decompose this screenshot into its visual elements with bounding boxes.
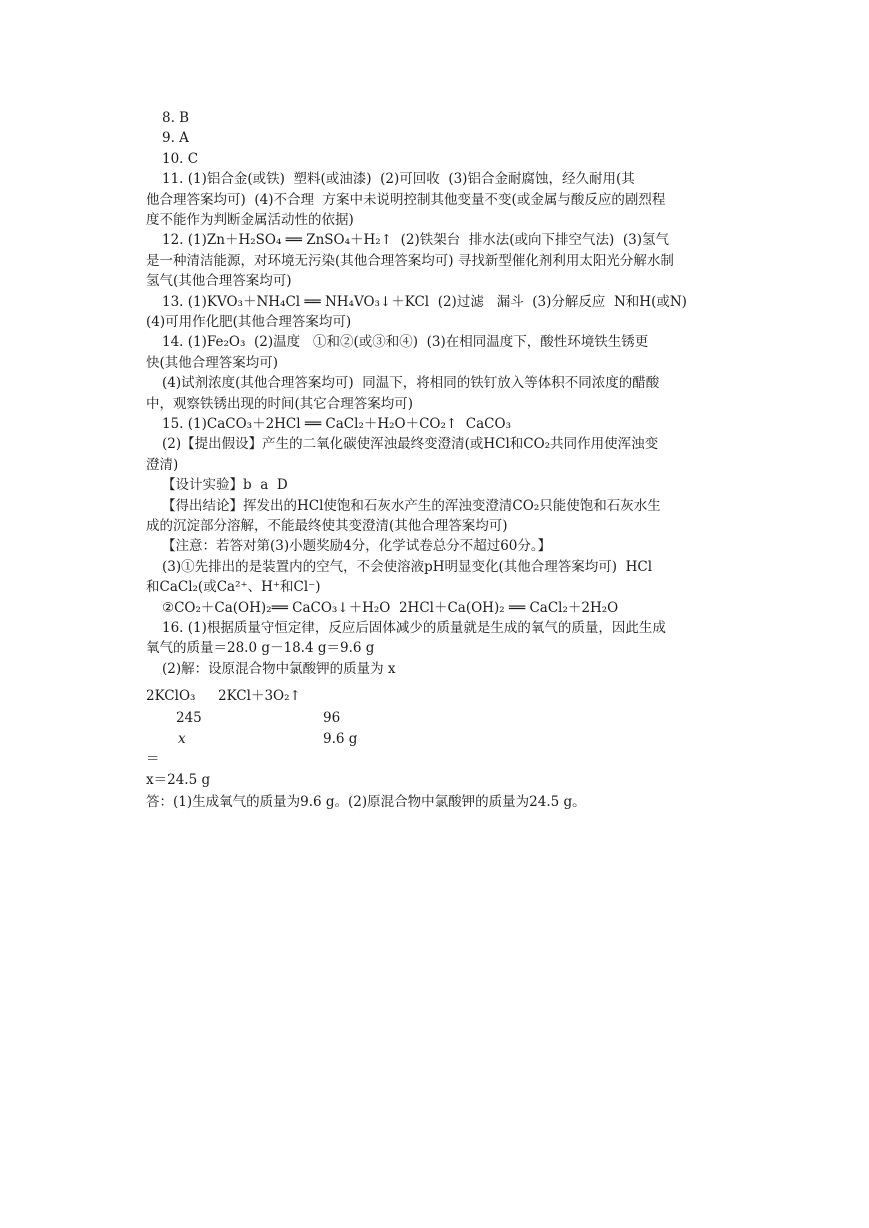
answer-line-text: 15. (1)CaCO₃＋2HCl ══ CaCl₂＋H₂O＋CO₂↑ CaCO₃	[162, 416, 511, 432]
mass-ratio-line	[0, 708, 869, 728]
final-answer-line	[0, 792, 869, 812]
answer-line-text: 成的沉淀部分溶解，不能最终使其变澄清(其他合理答案均可)	[146, 518, 508, 534]
answer-line-text: (2)【提出假设】产生的二氧化碳使浑浊最终变澄清(或HCl和CO₂共同作用使浑浊变	[162, 436, 659, 453]
answer-line-text: (3)①先排出的是装置内的空气，不会使溶液pH明显变化(其他合理答案均可) HCl	[162, 558, 653, 575]
answer-line-text: 氢气(其他合理答案均可)	[146, 273, 292, 290]
answer-line	[0, 128, 869, 148]
answer-line-text: (4)试剂浓度(其他合理答案均可) 同温下，将相同的铁钉放入等体积不同浓度的醋酸	[162, 375, 660, 392]
answer-line-text: 快(其他合理答案均可)	[146, 354, 279, 371]
answer-line	[0, 312, 869, 332]
answer-line-text: (4)可用作化肥(其他合理答案均可)	[146, 314, 352, 330]
answer-line	[0, 271, 869, 291]
answer-line	[0, 353, 869, 373]
answer-line-text: 是一种清洁能源，对环境无污染(其他合理答案均可) 寻找新型催化剂利用太阳光分解水制	[146, 252, 674, 269]
answer-line-text: 度不能作为判断金属活动性的依据)	[146, 212, 354, 228]
answer-line-text: 13. (1)KVO₃＋NH₄Cl ══ NH₄VO₃↓＋KCl (2)过滤 漏斗 (3)分解反应 N和H(或N)	[162, 293, 687, 310]
answer-line-text: 9. A	[162, 130, 189, 147]
answer-line	[0, 414, 869, 434]
result-text: x＝24.5 g	[146, 772, 211, 788]
answer-line	[0, 659, 869, 679]
answer-line	[0, 190, 869, 210]
equals-sign: ＝	[146, 751, 160, 767]
answer-line-text: 澄清)	[146, 456, 179, 473]
equation-right: 2KCl＋3O₂↑	[218, 688, 301, 704]
answer-line-text: 【注意：若答对第(3)小题奖励4分，化学试卷总分不超过60分。】	[162, 538, 552, 555]
answer-line	[0, 455, 869, 475]
answer-line	[0, 292, 869, 312]
answer-line	[0, 618, 869, 638]
answer-line	[0, 577, 869, 597]
equals-line	[0, 749, 869, 769]
answer-line	[0, 332, 869, 352]
answer-line-text: 【得出结论】挥发出的HCl使饱和石灰水产生的浑浊变澄清CO₂只能使饱和石灰水生	[162, 497, 661, 514]
answer-line	[0, 516, 869, 536]
answer-line	[0, 251, 869, 271]
mass-ratio-value: 245	[176, 710, 202, 726]
answer-line	[0, 210, 869, 230]
given-mass: 9.6 g	[323, 731, 358, 747]
result-line	[0, 770, 869, 790]
answer-line	[0, 149, 869, 169]
answer-line	[0, 475, 869, 495]
mass-o2-value: 96	[323, 710, 341, 726]
answer-line	[0, 434, 869, 454]
answer-line	[0, 373, 869, 393]
answer-line-text: ②CO₂＋Ca(OH)₂══ CaCO₃↓＋H₂O 2HCl＋Ca(OH)₂ ══ CaCl₂＋2H₂O	[162, 599, 619, 616]
answer-line	[0, 598, 869, 618]
answer-line-text: 12. (1)Zn＋H₂SO₄ ══ ZnSO₄＋H₂↑ (2)铁架台 排水法(或向下排空气法) (3)氢气	[162, 232, 670, 249]
answer-line	[0, 230, 869, 250]
answer-line	[0, 169, 869, 189]
answer-line	[0, 638, 869, 658]
answer-line-text: 10. C	[162, 150, 199, 167]
unknown-line	[0, 729, 869, 749]
answer-line-text: (2)解：设原混合物中氯酸钾的质量为 x	[162, 660, 396, 677]
unknown-symbol: x	[178, 731, 186, 747]
final-answer-text: 答：(1)生成氧气的质量为9.6 g。(2)原混合物中氯酸钾的质量为24.5 g。	[146, 794, 586, 810]
answer-line-text: 和CaCl₂(或Ca²⁺、H⁺和Cl⁻)	[146, 579, 321, 596]
answer-line-text: 【设计实验】b a D	[162, 477, 288, 494]
answer-line-text: 中，观察铁锈出现的时间(其它合理答案均可)	[146, 395, 414, 412]
answer-line-text: 14. (1)Fe₂O₃ (2)温度 ①和②(或③和④) (3)在相同温度下，酸性环境铁生锈更	[162, 334, 649, 351]
answer-line-text: 8. B	[162, 110, 190, 126]
answer-line-text: 氧气的质量＝28.0 g－18.4 g＝9.6 g	[146, 640, 375, 657]
answer-line	[0, 536, 869, 556]
answer-line	[0, 496, 869, 516]
answer-line	[0, 108, 869, 128]
answer-line	[0, 394, 869, 414]
answer-line-text: 16. (1)根据质量守恒定律，反应后固体减少的质量就是生成的氧气的质量，因此生成	[162, 620, 666, 636]
answer-line	[0, 557, 869, 577]
equation-left: 2KClO₃	[146, 688, 196, 704]
answer-line-text: 11. (1)铝合金(或铁) 塑料(或油漆) (2)可回收 (3)铝合金耐腐蚀，经久耐用(其	[162, 171, 635, 188]
answer-line-text: 他合理答案均可) (4)不合理 方案中未说明控制其他变量不变(或金属与酸反应的剧烈程	[146, 191, 666, 208]
equation-line	[0, 686, 869, 706]
